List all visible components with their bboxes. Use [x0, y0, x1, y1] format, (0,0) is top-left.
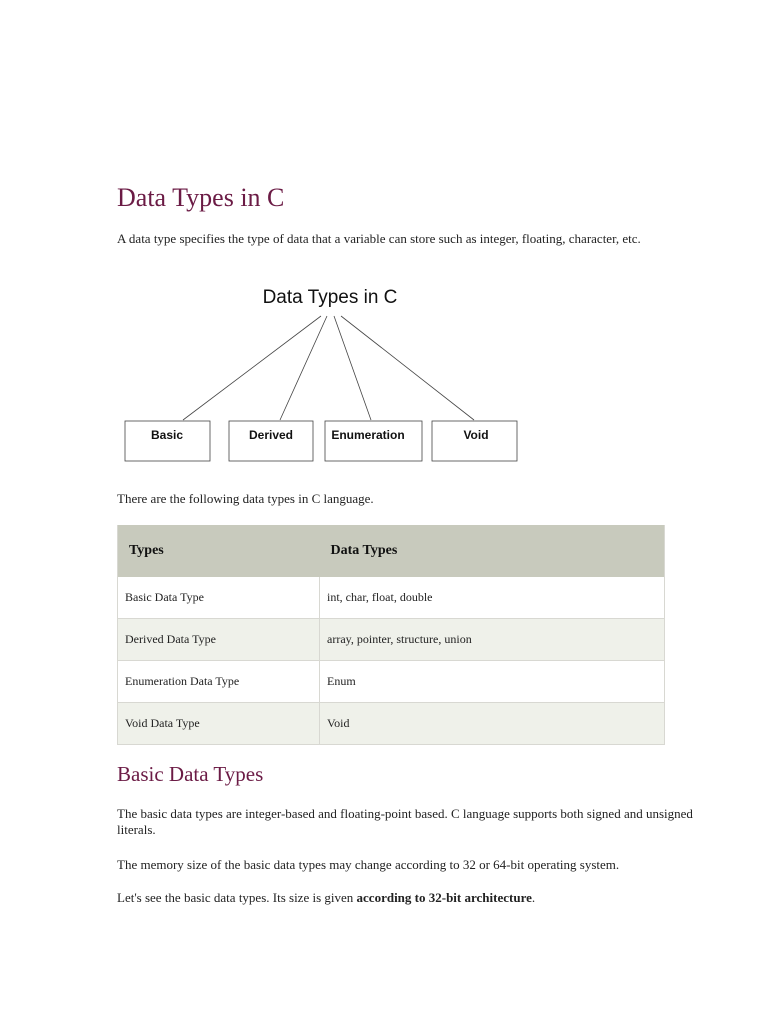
architecture-paragraph — [117, 890, 535, 906]
table-cell-type: Enumeration Data Type — [118, 661, 320, 703]
table-cell-data-types: Void — [320, 703, 665, 745]
diagram-label-basic: Basic — [150, 428, 184, 442]
diagram-connector-enumeration — [334, 316, 371, 420]
diagram-connector-void — [341, 316, 474, 420]
table-row — [118, 661, 665, 703]
table-cell-type: Void Data Type — [118, 703, 320, 745]
diagram-label-derived: Derived — [248, 428, 294, 442]
table-cell-type: Derived Data Type — [118, 619, 320, 661]
table-row — [118, 577, 665, 619]
data-types-table — [117, 525, 665, 745]
basic-data-types-heading: Basic Data Types — [117, 762, 264, 786]
memory-size-paragraph: The memory size of the basic data types may change according to 32 or 64-bit operating system. — [117, 857, 620, 872]
basic-types-paragraph: The basic data types are integer-based and floating-point based. C language supports both signed and unsigned literals. — [117, 806, 693, 837]
diagram-connector-basic — [183, 316, 321, 420]
architecture-paragraph-start: Let's see the basic data types. Its size is given — [117, 890, 357, 905]
table-header-data-types: Data Types — [320, 525, 665, 577]
architecture-paragraph-bold: according to 32-bit architecture — [356, 890, 532, 905]
diagram-label-void: Void — [463, 428, 489, 442]
data-types-diagram — [117, 278, 527, 468]
table-cell-data-types: array, pointer, structure, union — [320, 619, 665, 661]
diagram-root-label: Data Types in C — [262, 287, 398, 308]
table-header-types: Types — [118, 525, 320, 577]
intro-paragraph: A data type specifies the type of data that a variable can store such as integer, floating, character, etc. — [117, 231, 641, 246]
diagram-label-enumeration: Enumeration — [331, 428, 405, 442]
table-row — [118, 619, 665, 661]
table-row — [118, 703, 665, 745]
table-header-row — [118, 525, 665, 577]
page-title: Data Types in C — [117, 183, 285, 212]
table-cell-data-types: Enum — [320, 661, 665, 703]
table-cell-data-types: int, char, float, double — [320, 577, 665, 619]
table-cell-type: Basic Data Type — [118, 577, 320, 619]
architecture-paragraph-end: . — [531, 890, 536, 905]
table-lead-paragraph: There are the following data types in C language. — [117, 491, 374, 506]
diagram-connector-derived — [280, 316, 327, 420]
